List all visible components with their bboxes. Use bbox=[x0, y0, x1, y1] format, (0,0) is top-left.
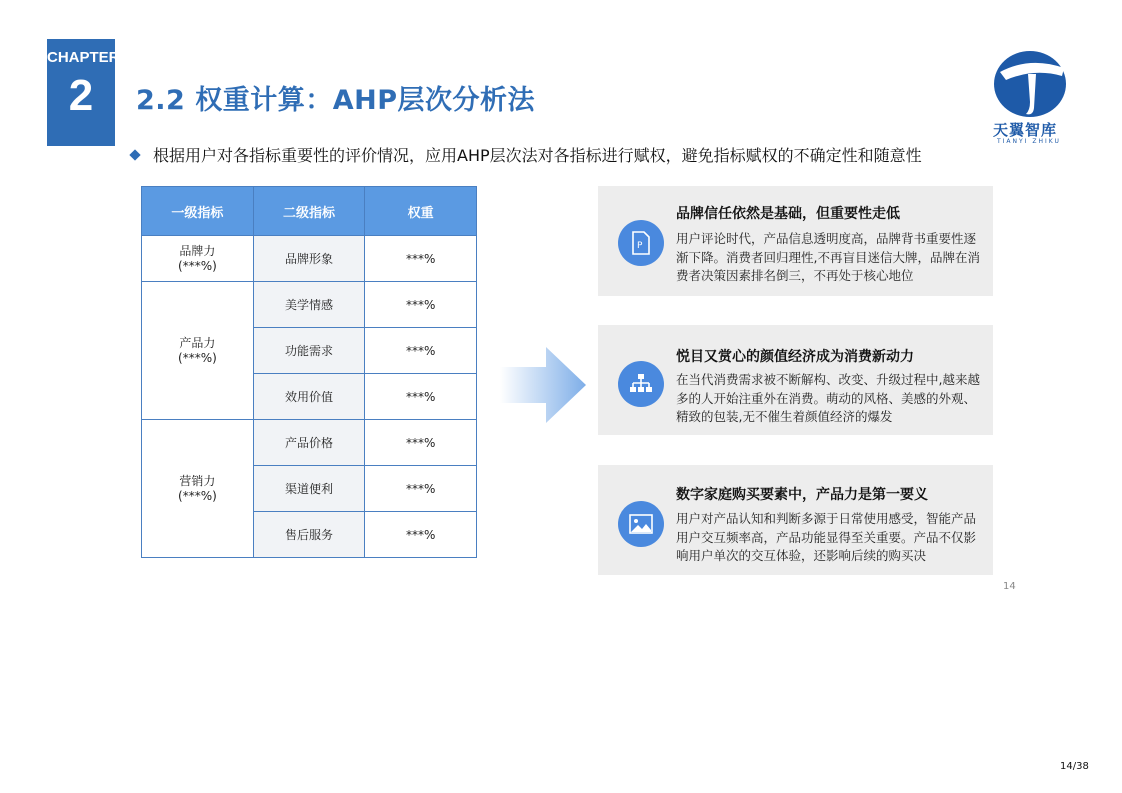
page-indicator: 14/38 bbox=[1060, 761, 1089, 772]
chapter-label: CHAPTER bbox=[47, 49, 120, 66]
weight-cell: ***% bbox=[365, 282, 477, 328]
logo-subtitle: TIANYI ZHIKU bbox=[997, 138, 1061, 145]
group-name: 品牌力 bbox=[179, 243, 216, 258]
item-cell: 功能需求 bbox=[253, 328, 364, 374]
hierarchy-icon bbox=[618, 361, 664, 407]
group-weight: (***%) bbox=[178, 258, 217, 273]
svg-text:P: P bbox=[637, 241, 643, 251]
group-brand bbox=[142, 236, 254, 282]
weight-cell: ***% bbox=[365, 512, 477, 558]
chapter-number: 2 bbox=[68, 71, 94, 120]
weight-cell: ***% bbox=[365, 328, 477, 374]
group-product bbox=[142, 282, 254, 420]
group-marketing bbox=[142, 420, 254, 558]
weight-cell: ***% bbox=[365, 466, 477, 512]
item-cell: 美学情感 bbox=[253, 282, 364, 328]
card-title: 品牌信任依然是基础，但重要性走低 bbox=[676, 206, 900, 222]
table-row bbox=[142, 420, 477, 466]
table-header-row bbox=[142, 187, 477, 236]
header-level1: 一级指标 bbox=[142, 187, 254, 236]
card-title: 数字家庭购买要素中，产品力是第一要义 bbox=[676, 487, 928, 503]
group-name: 营销力 bbox=[179, 473, 216, 488]
weight-cell: ***% bbox=[365, 420, 477, 466]
page-title: 2.2 权重计算：AHP层次分析法 bbox=[136, 85, 536, 116]
insight-card-aesthetics bbox=[598, 325, 993, 435]
slide-number: 14 bbox=[1003, 581, 1016, 592]
diamond-bullet-icon bbox=[129, 149, 140, 160]
card-body: 用户对产品认知和判断多源于日常使用感受，智能产品用户交互频率高，产品功能显得至关重要。产品不仅影响用户单次的交互体验，还影响后续的购买决 bbox=[676, 511, 977, 563]
table-row bbox=[142, 282, 477, 328]
item-cell: 售后服务 bbox=[253, 512, 364, 558]
item-cell: 品牌形象 bbox=[253, 236, 364, 282]
logo-name: 天翼智库 bbox=[993, 121, 1058, 139]
right-arrow-icon bbox=[500, 347, 586, 423]
card-title: 悦目又赏心的颜值经济成为消费新动力 bbox=[676, 349, 914, 365]
weight-table bbox=[141, 186, 477, 558]
intro-text: 根据用户对各指标重要性的评价情况，应用AHP层次法对各指标进行赋权，避免指标赋权的不确定性和随意性 bbox=[153, 146, 922, 165]
card-body: 用户评论时代，产品信息透明度高，品牌背书重要性逐渐下降。消费者回归理性,不再盲目迷信大牌，品牌在消费者决策因素排名倒三，不再处于核心地位 bbox=[676, 231, 980, 283]
weight-cell: ***% bbox=[365, 236, 477, 282]
intro-bullet bbox=[131, 143, 922, 166]
header-level2: 二级指标 bbox=[253, 187, 364, 236]
document-icon bbox=[618, 220, 664, 266]
card-body: 在当代消费需求被不断解构、改变、升级过程中,越来越多的人开始注重外在消费。萌动的风格、美感的外观、精致的包装,无不催生着颜值经济的爆发 bbox=[676, 372, 980, 424]
table-row bbox=[142, 236, 477, 282]
item-cell: 产品价格 bbox=[253, 420, 364, 466]
image-icon bbox=[618, 501, 664, 547]
insight-card-product bbox=[598, 465, 993, 575]
group-name: 产品力 bbox=[179, 335, 216, 350]
group-weight: (***%) bbox=[178, 350, 217, 365]
weight-cell: ***% bbox=[365, 374, 477, 420]
group-weight: (***%) bbox=[178, 488, 217, 503]
insight-card-brand bbox=[598, 186, 993, 296]
item-cell: 渠道便利 bbox=[253, 466, 364, 512]
chapter-badge bbox=[47, 39, 120, 146]
item-cell: 效用价值 bbox=[253, 374, 364, 420]
header-weight: 权重 bbox=[365, 187, 477, 236]
